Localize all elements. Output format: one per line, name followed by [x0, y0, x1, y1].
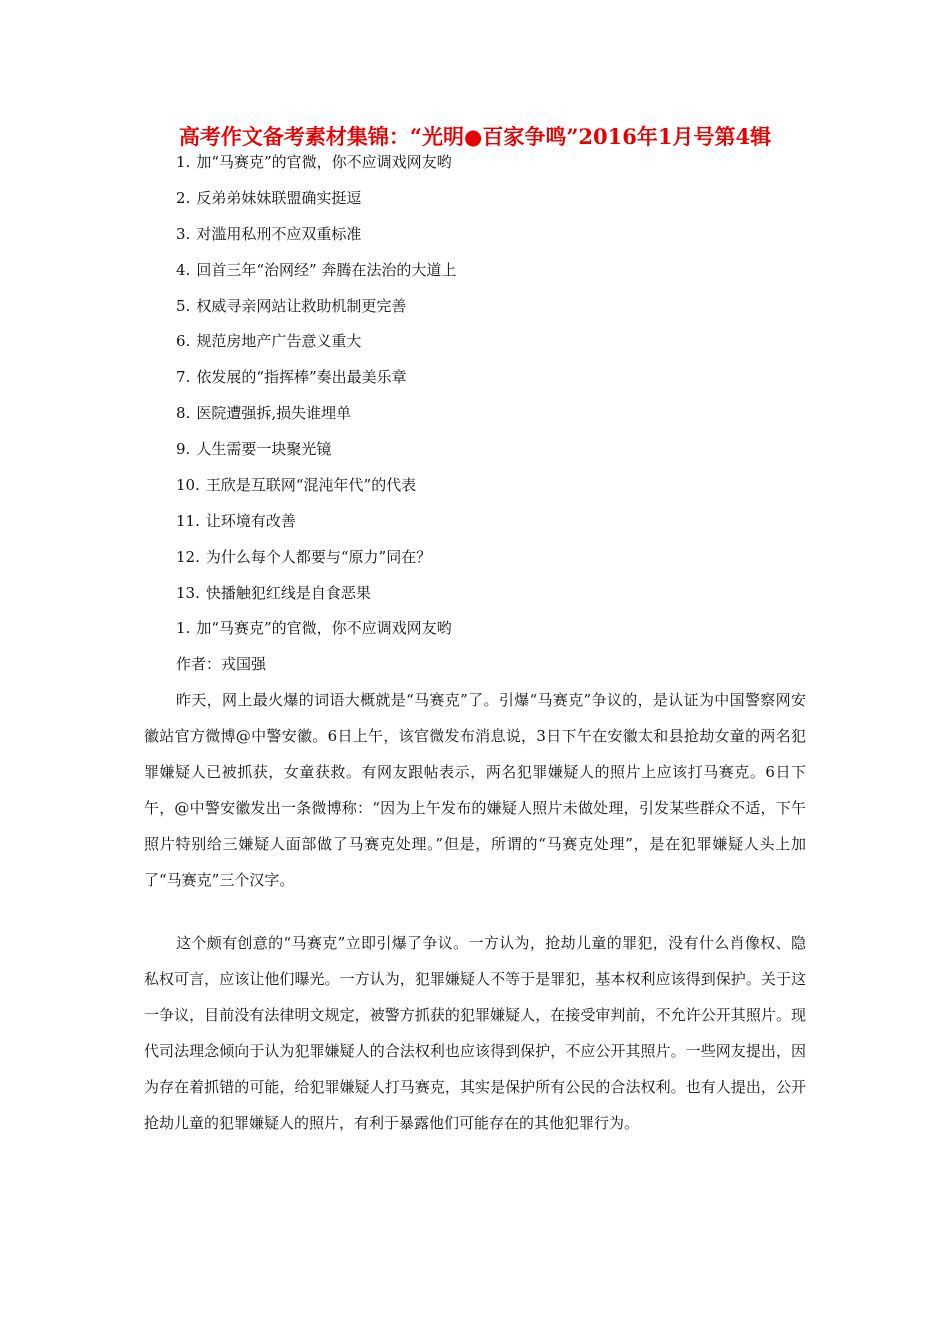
toc-item-number: 9. [176, 440, 191, 459]
toc-item-number: 1. [176, 153, 191, 171]
toc-item-number: 2. [176, 188, 191, 207]
toc-item-text: 医院遭强拆,损失谁埋单 [196, 404, 352, 423]
toc-item-text: 加“马赛克”的官微，你不应调戏网友哟 [196, 153, 452, 171]
toc-item-text: 为什么每个人都要与“原力”同在？ [205, 547, 432, 566]
toc-item-text: 规范房地产广告意义重大 [196, 332, 362, 351]
toc-item-number: 5. [176, 296, 191, 315]
article-heading-text: 加“马赛克”的官微，你不应调戏网友哟 [196, 619, 452, 637]
toc-item-number: 3. [176, 224, 191, 243]
toc-item [176, 223, 456, 259]
toc-item-number: 8. [176, 404, 191, 423]
toc-item-text: 依发展的“指挥棒”奏出最美乐章 [196, 368, 407, 387]
toc-item-text: 权威寻亲网站让救助机制更完善 [196, 296, 407, 315]
table-of-contents [176, 151, 456, 618]
toc-item [176, 402, 456, 438]
toc-item-number: 11. [176, 511, 200, 530]
article-heading [176, 617, 452, 639]
toc-item-number: 7. [176, 368, 191, 387]
toc-item [176, 151, 456, 187]
article-heading-number: 1. [176, 619, 191, 637]
document-title: 高考作文备考素材集锦：“光明●百家争鸣”2016年1月号第4辑 [178, 124, 772, 149]
toc-item-number: 10. [176, 476, 200, 495]
toc-item-number: 6. [176, 332, 191, 351]
toc-item-text: 王欣是互联网“混沌年代”的代表 [205, 476, 417, 495]
toc-item [176, 330, 456, 366]
toc-item-number: 12. [176, 547, 200, 566]
toc-item [176, 187, 456, 223]
toc-item-text: 反弟弟妹妹联盟确实挺逗 [196, 188, 362, 207]
toc-item [176, 259, 456, 295]
toc-item-text: 人生需要一块聚光镜 [196, 440, 332, 459]
toc-item [176, 438, 456, 474]
toc-item [176, 366, 456, 402]
toc-item [176, 510, 456, 546]
toc-item [176, 295, 456, 331]
article-author: 作者：戎国强 [176, 655, 267, 673]
toc-item-text: 对滥用私刑不应双重标准 [196, 224, 362, 243]
toc-item-number: 4. [176, 260, 191, 279]
toc-item-text: 快播触犯红线是自食恶果 [205, 583, 371, 602]
toc-item-text: 回首三年“治网经” 奔腾在法治的大道上 [196, 260, 457, 279]
toc-item-text: 让环境有改善 [205, 511, 296, 530]
article-paragraph: 这个颇有创意的“马赛克”立即引爆了争议。一方认为，抢劫儿童的罪犯，没有什么肖像权、隐私权可言，应该让他们曝光。一方认为，犯罪嫌疑人不等于是罪犯，基本权利应该得到保护。关于这一争议，目前没有法律明文规定，被警方抓获的犯罪嫌疑人，在接受审判前，不允许公开其照片。现代司法理念倾向于认为犯罪嫌疑人的合法权利也应该得到保护，不应公开其照片。一些网友提出，因为存在着抓错的可能，给犯罪嫌疑人打马赛克，其实是保护所有公民的合法权利。也有人提出，公开抢劫儿童的犯罪嫌疑人的照片，有利于暴露他们可能存在的其他犯罪行为。 [144, 934, 806, 1132]
toc-item [176, 546, 456, 582]
toc-item-number: 13. [176, 583, 200, 602]
toc-item [176, 474, 456, 510]
article-paragraph: 昨天，网上最火爆的词语大概就是“马赛克”了。引爆“马赛克”争议的，是认证为中国警察网安徽站官方微博@中警安徽。6日上午，该官微发布消息说，3日下午在安徽太和县抢劫女童的两名犯罪嫌疑人已被抓获，女童获救。有网友跟帖表示，两名犯罪嫌疑人的照片上应该打马赛克。6日下午，@中警安徽发出一条微博称：“因为上午发布的嫌疑人照片未做处理，引发某些群众不适，下午照片特别给三嫌疑人面部做了马赛克处理。”但是，所谓的“马赛克处理”，是在犯罪嫌疑人头上加了“马赛克”三个汉字。 [144, 691, 806, 889]
toc-item [176, 582, 456, 618]
